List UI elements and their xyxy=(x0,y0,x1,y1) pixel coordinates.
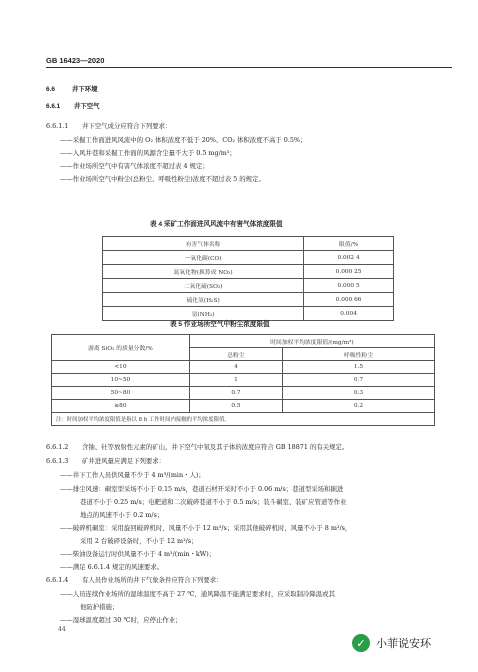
clause-6-6-1-3-number: 6.6.1.3 xyxy=(46,457,69,465)
clause-line: 巷道不小于 0.25 m/s；电耙道和二次破碎巷道不小于 0.5 m/s；装斗硐室、装矿应管道等作业 xyxy=(80,498,347,506)
table-cell: 4 xyxy=(189,361,282,374)
table-header-cell: 时间加权平均浓度限值/(mg/m³) xyxy=(189,335,434,348)
table-row xyxy=(52,374,435,387)
table-cell: 0.000 25 xyxy=(304,265,394,279)
page-number: 44 xyxy=(58,626,66,633)
table-header-row xyxy=(103,237,394,251)
table-cell: 二氧化硫(SO₂) xyxy=(103,279,304,293)
table-cell: 0.7 xyxy=(189,387,282,400)
table-row xyxy=(52,400,435,413)
table-5-caption: 表 5 作业场所空气中粉尘浓度限值 xyxy=(170,321,270,328)
table-cell: 一氧化碳(CO) xyxy=(103,251,304,265)
table-cell: 50~80 xyxy=(52,387,190,400)
clause-line: 地点的风速不小于 0.2 m/s； xyxy=(80,511,164,519)
table-row xyxy=(103,293,394,307)
table-cell: 0.002 4 xyxy=(304,251,394,265)
watermark xyxy=(352,634,431,652)
clause-line: 有人员作业场所的井下气象条件应符合下列要求： xyxy=(82,576,223,584)
subsection-number: 6.6.1 xyxy=(46,103,61,110)
table-row xyxy=(103,265,394,279)
table-row xyxy=(103,251,394,265)
table-cell: 1 xyxy=(189,374,282,387)
table-note: 注：时间加权平均浓度限值是指以 8 h 工作时间内接触的平均浓度限值。 xyxy=(52,413,435,426)
clause-line: 井下空气成分应符合下列要求： xyxy=(82,122,172,130)
table-cell: 10~50 xyxy=(52,374,190,387)
clause-line: ——满足 6.6.1.4 规定的风速要求。 xyxy=(60,563,164,571)
watermark-text: 小菲说安环 xyxy=(376,637,431,650)
clause-line: ——井下工作人员供风量不少于 4 m³/(min・人)； xyxy=(60,471,205,479)
table-cell: <10 xyxy=(52,361,190,374)
clause-line: ——排尘风速：硐室型采场不小于 0.15 m/s，巷道石材开采时不小于 0.06 m/s；巷道型采场和掘进 xyxy=(60,485,344,493)
section-title: 井下环境 xyxy=(72,86,98,93)
table-5 xyxy=(51,334,435,426)
table-header-cell: 限值/% xyxy=(304,237,394,251)
clause-line: 他防护措施； xyxy=(80,603,119,611)
table-row xyxy=(103,279,394,293)
subsection-title: 井下空气 xyxy=(74,103,100,110)
table-cell: 0.000 66 xyxy=(304,293,394,307)
clause-6-6-1-4-number: 6.6.1.4 xyxy=(46,576,69,584)
clause-line: 矿井进风量应满足下列要求： xyxy=(82,457,166,465)
table-cell: 0.3 xyxy=(283,387,435,400)
table-cell: 0.000 5 xyxy=(304,279,394,293)
table-row xyxy=(52,361,435,374)
table-row xyxy=(52,387,435,400)
clause-line: ——破碎机硐室：采用旋回破碎机时，风量不小于 12 m³/s；采用其他破碎机时，风量不小于 8 m³/s， xyxy=(60,524,352,532)
clause-line: ——湿球温度超过 30 ℃时，应停止作业； xyxy=(60,616,182,624)
clause-line: 含铀、钍等放射性元素的矿山，井下空气中氡及其子体的浓度应符合 GB 18871 的有关规定。 xyxy=(82,443,349,451)
table-cell: 0.5 xyxy=(189,400,282,413)
table-cell: 氨(NH₃) xyxy=(103,307,304,321)
clause-6-6-1-2-number: 6.6.1.2 xyxy=(46,443,69,451)
table-header-row xyxy=(52,335,435,348)
chat-icon: ✓ xyxy=(352,634,370,652)
table-cell: 氮氧化物(换算成 NO₂) xyxy=(103,265,304,279)
standard-code: GB 16423—2020 xyxy=(46,56,105,65)
table-header-cell: 呼吸性粉尘 xyxy=(283,348,435,361)
clause-line: ——人员连续作业场所的湿球温度不高于 27 ℃，通风降温不能满足要求时，应采取制冷降温或其 xyxy=(60,590,335,598)
table-cell: 0.7 xyxy=(283,374,435,387)
section-number: 6.6 xyxy=(46,86,55,93)
table-cell: 硫化氢(H₂S) xyxy=(103,293,304,307)
clause-line: ——采掘工作面进风风流中的 O₂ 体积浓度不低于 20%、CO₂ 体积浓度不高于 0.5%； xyxy=(60,136,307,144)
table-cell: 0.2 xyxy=(283,400,435,413)
table-header-cell: 游离 SiO₂ 的质量分数/% xyxy=(52,335,190,361)
table-4 xyxy=(102,236,394,321)
clause-6-6-1-1-number: 6.6.1.1 xyxy=(46,122,69,130)
clause-line: ——作业场所空气中有害气体浓度不超过表 4 规定； xyxy=(60,162,209,170)
header-rule xyxy=(46,67,452,68)
clause-line: ——作业场所空气中粉尘(总粉尘、呼吸性粉尘)浓度不超过表 5 的规定。 xyxy=(60,175,265,183)
clause-line: 采用 2 台破碎设备时，不小于 12 m³/s； xyxy=(80,537,198,545)
table-cell: 1.5 xyxy=(283,361,435,374)
table-header-cell: 总粉尘 xyxy=(189,348,282,361)
table-note-row xyxy=(52,413,435,426)
table-cell: ≥80 xyxy=(52,400,190,413)
clause-line: ——柴油设备运行时供风量不小于 4 m³/(min・kW)； xyxy=(60,550,216,558)
table-cell: 0.004 xyxy=(304,307,394,321)
table-header-cell: 有害气体名称 xyxy=(103,237,304,251)
table-4-caption: 表 4 采矿工作面进风风流中有害气体浓度限值 xyxy=(150,221,283,228)
clause-line: ——入风井巷和采掘工作面的风源含尘量不大于 0.5 mg/m³； xyxy=(60,149,236,157)
